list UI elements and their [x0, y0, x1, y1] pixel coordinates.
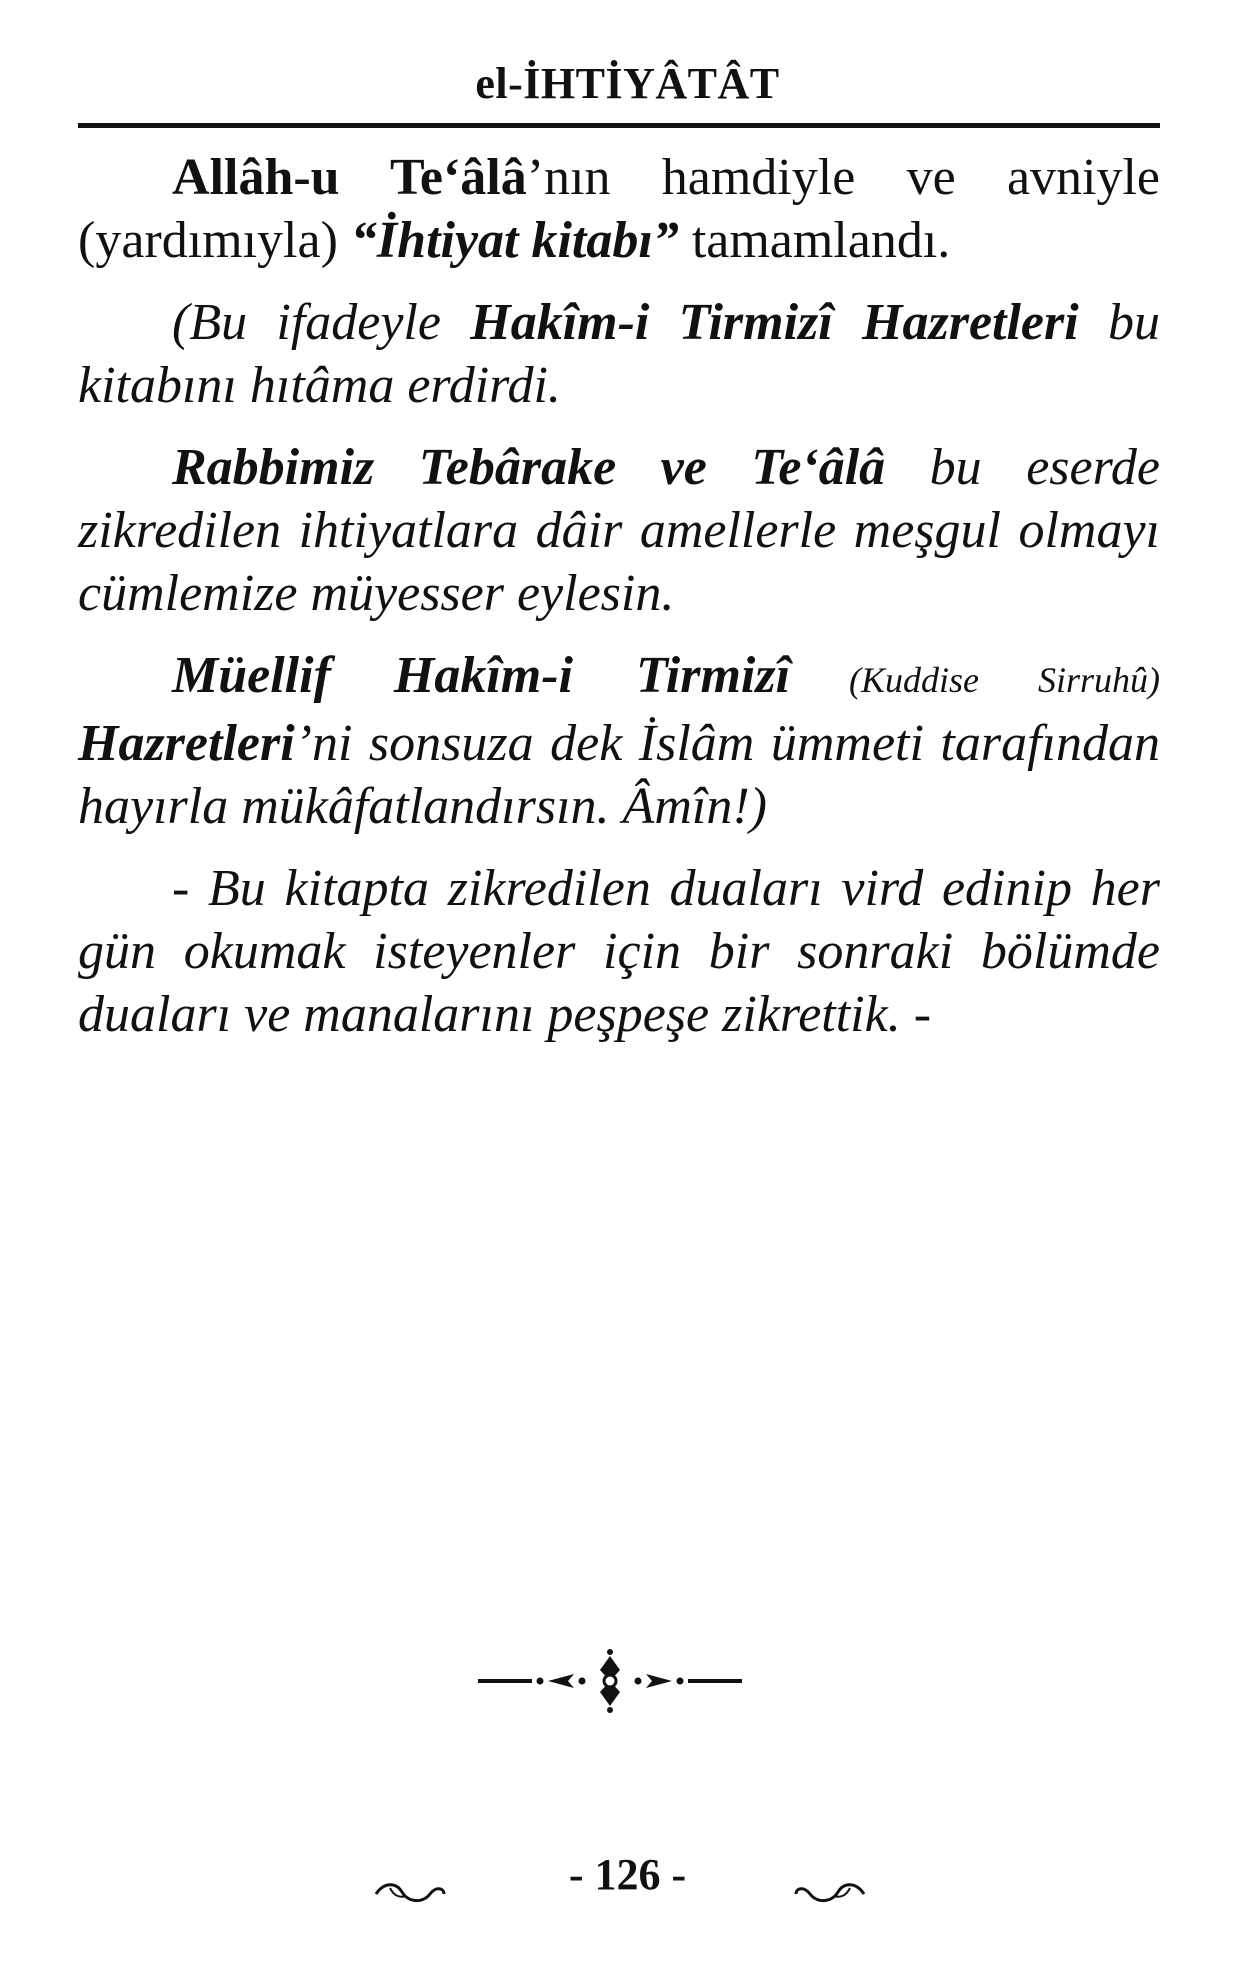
- p4-text: ’ni sonsuza dek İslâm ümmeti tarafından hayırla mükâfatlandırsın. Âmîn!): [78, 715, 1160, 835]
- p1-text-2: tamamlandı.: [678, 212, 951, 269]
- p3-bold-phrase: Rabbimiz Tebârake ve Te‘âlâ: [172, 439, 886, 496]
- running-header-title: el-İHTİYÂTÂT: [475, 59, 780, 108]
- paragraph-1: [78, 146, 1160, 272]
- page-number: - 126 -: [568, 1850, 687, 1899]
- section-end-ornament-icon: [470, 1646, 750, 1716]
- p1-book-title: “İhtiyat kitabı”: [350, 212, 679, 269]
- p4-honorific: (Kuddise Sirruhû): [790, 660, 1160, 700]
- p1-text-1: ’nın hamdiyle ve avniyle (yardımıyla): [78, 149, 1160, 269]
- p2-text-2: bu kitabını hıtâma erdirdi.: [78, 294, 1160, 414]
- p2-text-1: (Bu ifadeyle: [172, 294, 471, 351]
- page-body: [78, 146, 1160, 1065]
- p3-text: bu eserde zikredilen ihtiyatlara dâir amellerle meşgul olmayı cümlemize müyesser eylesin.: [78, 439, 1160, 622]
- p2-author-name: Hakîm-i Tirmizî Hazretleri: [470, 294, 1079, 351]
- paragraph-4: [78, 644, 1160, 838]
- paragraph-5: [78, 857, 1160, 1046]
- p4-title: Hazretleri: [78, 715, 295, 772]
- p5-text: - Bu kitapta zikredilen duaları vird edinip her gün okumak isteyenler için bir sonraki bölümde duaları ve manalarını peşpeşe zikrettik. -: [78, 860, 1160, 1043]
- paragraph-3: [78, 436, 1160, 625]
- header-rule: [78, 123, 1160, 128]
- p4-author-name: Müellif Hakîm-i Tirmizî: [172, 647, 791, 704]
- footer-right-swash-icon: [790, 1876, 870, 1912]
- p1-bold-phrase: Allâh-u Te‘âlâ: [172, 149, 527, 206]
- paragraph-2: [78, 291, 1160, 417]
